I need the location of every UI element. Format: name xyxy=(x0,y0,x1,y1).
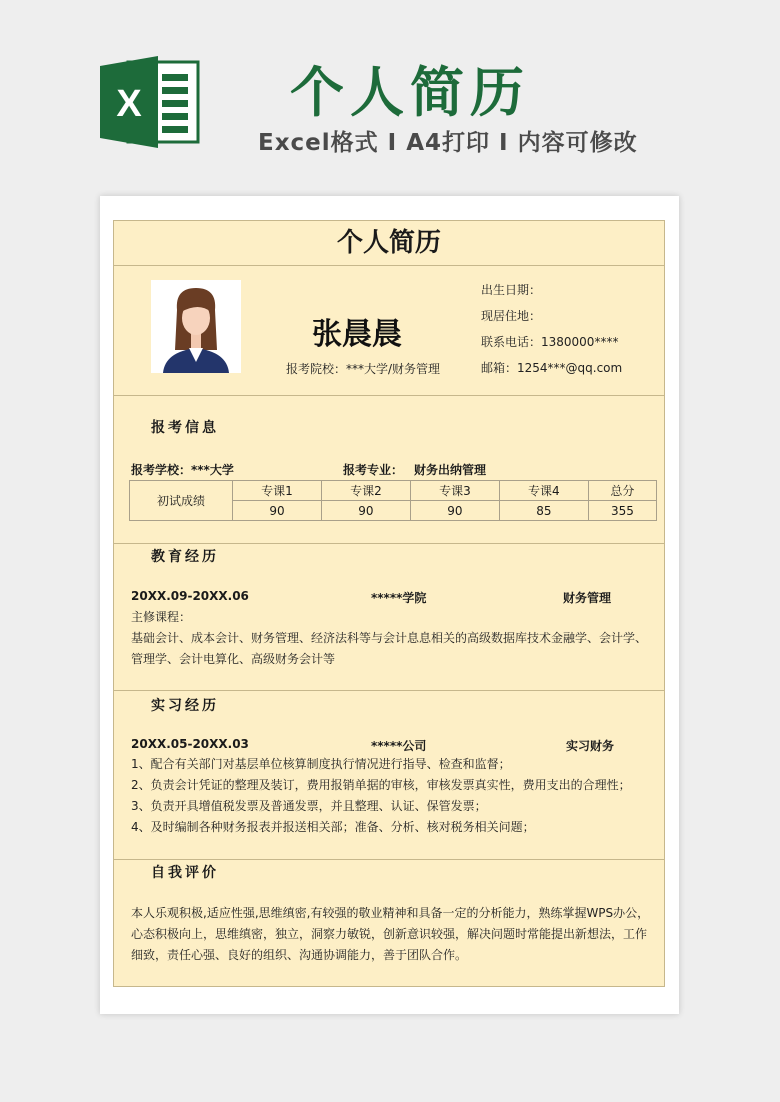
banner-subtitle: Excel格式 I A4打印 I 内容可修改 xyxy=(258,130,638,156)
score-header: 专课4 xyxy=(499,481,588,501)
candidate-name: 张晨晨 xyxy=(312,317,402,352)
education-institution: *****学院 xyxy=(371,591,427,605)
internship-line: 1、配合有关部门对基层单位核算制度执行情况进行指导、检查和监督； xyxy=(131,757,511,771)
score-header: 总分 xyxy=(588,481,656,501)
internship-line: 2、负责会计凭证的整理及装订，费用报销单据的审核，审核发票真实性，费用支出的合理性； xyxy=(131,778,631,792)
internship-period: 20XX.05-20XX.03 xyxy=(131,737,249,751)
self-eval-title: 自我评价 xyxy=(151,865,219,881)
resume-sheet xyxy=(113,220,665,987)
internship-line: 3、负责开具增值税发票及普通发票，并且整理、认证、保管发票； xyxy=(131,799,487,813)
exam-school: 报考学校：***大学 xyxy=(131,463,234,477)
score-header: 专课3 xyxy=(410,481,499,501)
email: 邮箱：1254***@qq.com xyxy=(481,361,623,375)
banner-title: 个人简历 xyxy=(290,61,530,124)
internship-title: 实习经历 xyxy=(151,698,219,714)
score-row-label: 初试成绩 xyxy=(130,481,233,521)
education-line: 管理学、会计电算化、高级财务会计等 xyxy=(131,652,336,666)
table-row xyxy=(130,481,657,501)
female-avatar-icon xyxy=(151,280,241,373)
score-cell: 90 xyxy=(233,501,322,521)
score-cell: 90 xyxy=(410,501,499,521)
resume-paper xyxy=(100,196,679,1014)
education-section xyxy=(114,544,664,691)
target-school: 报考院校：***大学/财务管理 xyxy=(286,362,441,376)
education-major: 财务管理 xyxy=(563,591,612,605)
self-eval-line: 细致，责任心强、良好的组织、沟通协调能力，善于团队合作。 xyxy=(131,948,468,962)
self-eval-line: 心态积极向上，思维缜密，独立，洞察力敏锐，创新意识较强，解决问题时常能提出新想法，工作 xyxy=(131,927,648,941)
self-eval-line: 本人乐观积极,适应性强,思维缜密,有较强的敬业精神和具备一定的分析能力，熟练掌握WPS办公， xyxy=(131,906,650,920)
score-header: 专课2 xyxy=(321,481,410,501)
birth-date: 出生日期： xyxy=(481,283,542,297)
profile-section xyxy=(114,265,664,396)
education-line: 基础会计、成本会计、财务管理、经济法科等与会计息息相关的高级数据库技术金融学、会计学、 xyxy=(131,631,648,645)
exam-major-value: 财务出纳管理 xyxy=(414,463,487,477)
education-period: 20XX.09-20XX.06 xyxy=(131,589,249,603)
phone: 联系电话：1380000**** xyxy=(481,335,619,349)
exam-major-label: 报考专业： xyxy=(343,463,404,477)
exam-section xyxy=(114,395,664,544)
score-cell: 90 xyxy=(321,501,410,521)
score-table xyxy=(129,480,657,521)
internship-role: 实习财务 xyxy=(566,739,615,753)
excel-logo-icon xyxy=(100,56,200,148)
self-eval-section xyxy=(114,860,664,986)
resume-title: 个人简历 xyxy=(114,221,664,266)
logo-letter: X xyxy=(116,83,142,125)
score-cell: 355 xyxy=(588,501,656,521)
internship-section xyxy=(114,691,664,860)
score-cell: 85 xyxy=(499,501,588,521)
internship-line: 4、及时编制各种财务报表并报送相关部；准备、分析、核对税务相关问题； xyxy=(131,820,535,834)
internship-company: *****公司 xyxy=(371,739,427,753)
residence: 现居住地： xyxy=(481,309,542,323)
education-line: 主修课程： xyxy=(131,610,192,624)
education-title: 教育经历 xyxy=(151,549,219,565)
score-header: 专课1 xyxy=(233,481,322,501)
exam-title: 报考信息 xyxy=(151,420,219,436)
